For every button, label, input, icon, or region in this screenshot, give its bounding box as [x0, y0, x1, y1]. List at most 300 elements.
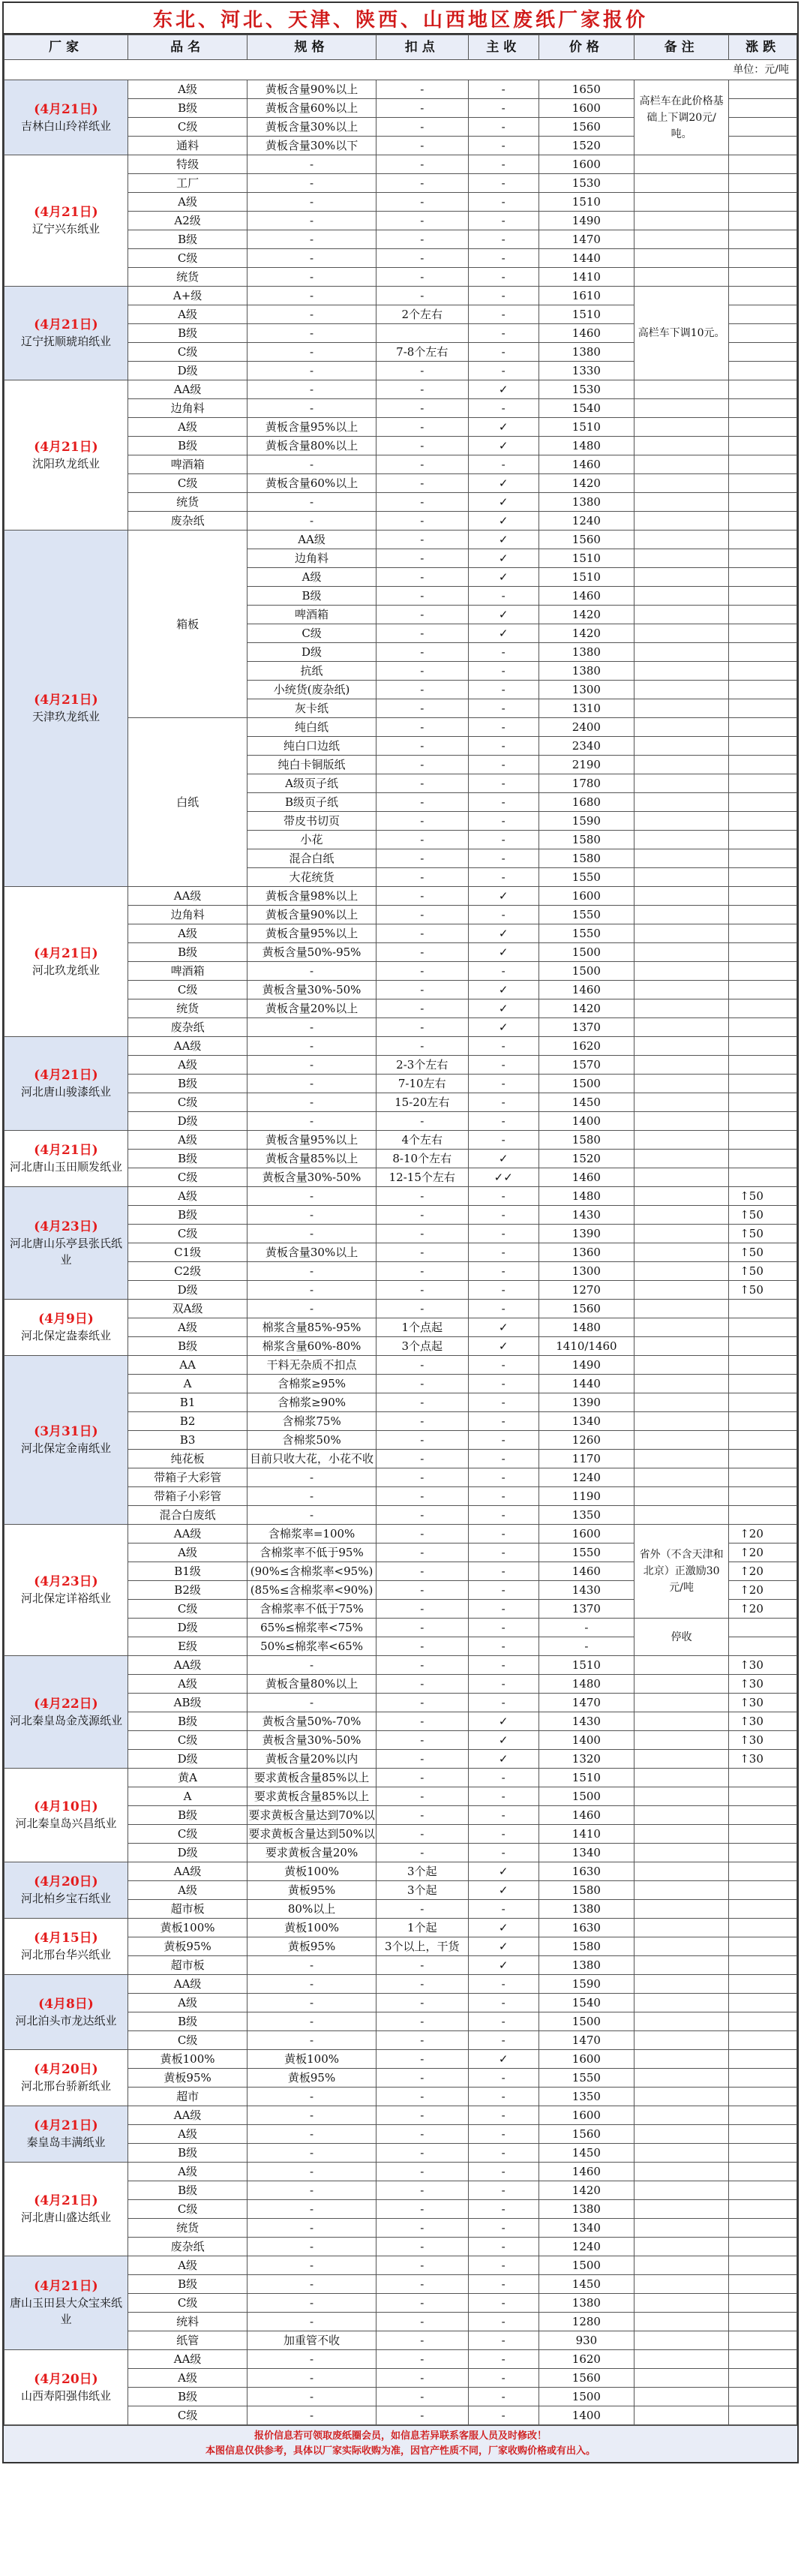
change-cell: ↑20 — [729, 1600, 797, 1619]
spec-cell: - — [248, 230, 376, 249]
grade-cell: B级 — [128, 324, 247, 343]
company-name: 河北保定盎泰纸业 — [20, 1329, 111, 1342]
spec-cell: 干料无杂质不扣点 — [248, 1356, 376, 1375]
deduction-cell: - — [376, 1994, 468, 2012]
company-date: (4月21日) — [34, 1068, 98, 1083]
grade-cell: A级 — [248, 568, 376, 587]
deduction-cell: - — [376, 1468, 468, 1487]
company-date: (4月22日) — [34, 1696, 98, 1712]
main-cell: - — [468, 681, 538, 699]
grade-cell: B1 — [128, 1393, 247, 1412]
deduction-cell: - — [376, 1412, 468, 1431]
deduction-cell: - — [376, 80, 468, 99]
spec-cell: - — [248, 1206, 376, 1225]
spec-cell: - — [248, 1487, 376, 1506]
company-date: (4月21日) — [34, 2193, 98, 2208]
col-header: 扣点 — [376, 35, 468, 60]
grade-cell: AA级 — [128, 2106, 247, 2125]
grade-cell: AA级 — [128, 380, 247, 399]
change-cell — [729, 1506, 797, 1525]
deduction-cell: 3个以上，干货 — [376, 1937, 468, 1956]
main-cell: - — [468, 962, 538, 981]
change-cell — [729, 981, 797, 999]
deduction-cell: - — [376, 1225, 468, 1243]
main-cell: ✓ — [468, 1712, 538, 1731]
change-cell — [729, 174, 797, 193]
grade-cell: A级 — [128, 2163, 247, 2181]
main-cell: ✓✓ — [468, 1168, 538, 1187]
table-row — [4, 1525, 797, 1543]
price-cell: 1320 — [538, 1750, 634, 1769]
price-cell: 1460 — [538, 1168, 634, 1187]
grade-cell: 统货 — [128, 2219, 247, 2238]
main-cell: - — [468, 287, 538, 305]
price-cell: 1540 — [538, 399, 634, 418]
grade-cell: 统货 — [128, 999, 247, 1018]
price-cell: 1510 — [538, 568, 634, 587]
main-cell: ✓ — [468, 418, 538, 437]
company-cell — [4, 1919, 128, 1975]
price-cell: 1380 — [538, 1956, 634, 1975]
price-cell: 2340 — [538, 737, 634, 756]
company-name: 河北柏乡宝石纸业 — [20, 1892, 111, 1905]
grade-cell: 废杂纸 — [128, 2238, 247, 2256]
change-cell — [729, 1412, 797, 1431]
grade-cell: 特级 — [128, 155, 247, 174]
spec-cell: 黄板含量90%以上 — [248, 906, 376, 924]
deduction-cell: - — [376, 1637, 468, 1656]
deduction-cell: - — [376, 587, 468, 606]
change-cell — [729, 624, 797, 643]
spec-cell: 黄板含量60%以上 — [248, 474, 376, 493]
deduction-cell: - — [376, 2163, 468, 2181]
note-cell — [634, 2088, 729, 2106]
spec-cell: - — [248, 1037, 376, 1056]
main-cell: - — [468, 1393, 538, 1412]
grade-cell: 混合白废纸 — [128, 1506, 247, 1525]
note-cell — [634, 681, 729, 699]
grade-cell: D级 — [128, 1750, 247, 1769]
spec-cell: 目前只收大花，小花不收 — [248, 1450, 376, 1468]
deduction-cell: - — [376, 380, 468, 399]
spec-cell: - — [248, 1994, 376, 2012]
spec-cell: 含棉浆率=100% — [248, 1525, 376, 1543]
table-row — [4, 531, 797, 549]
table-row — [4, 2050, 797, 2069]
grade-cell: 大花统货 — [248, 868, 376, 887]
note-cell — [634, 887, 729, 906]
change-cell: ↑50 — [729, 1281, 797, 1300]
price-cell: 1510 — [538, 1656, 634, 1675]
main-cell: - — [468, 2088, 538, 2106]
company-name: 河北泊头市龙达纸业 — [15, 2013, 117, 2027]
main-cell: - — [468, 1450, 538, 1468]
change-cell — [729, 2238, 797, 2256]
price-cell: 930 — [538, 2331, 634, 2350]
deduction-cell: - — [376, 793, 468, 812]
change-cell — [729, 1806, 797, 1825]
price-cell: 1600 — [538, 1525, 634, 1543]
price-cell: 1330 — [538, 362, 634, 380]
spec-cell: - — [248, 512, 376, 531]
price-cell: 1170 — [538, 1450, 634, 1468]
main-cell: - — [468, 774, 538, 793]
change-cell — [729, 1825, 797, 1844]
main-cell: - — [468, 1656, 538, 1675]
main-cell: ✓ — [468, 380, 538, 399]
note-cell — [634, 1468, 729, 1487]
main-cell: ✓ — [468, 437, 538, 455]
grade-cell: C级 — [128, 2200, 247, 2219]
grade-cell: D级 — [248, 643, 376, 662]
deduction-cell: 7-8个左右 — [376, 343, 468, 362]
spec-cell: 50%≤棉浆率<65% — [248, 1637, 376, 1656]
price-cell: 1380 — [538, 493, 634, 512]
spec-cell: - — [248, 305, 376, 324]
note-cell — [634, 212, 729, 230]
price-cell: 1350 — [538, 1506, 634, 1525]
note-cell — [634, 268, 729, 287]
main-cell: ✓ — [468, 1862, 538, 1881]
note-cell — [634, 1262, 729, 1281]
note-cell — [634, 399, 729, 418]
grade-cell: B级 — [128, 2388, 247, 2406]
change-cell — [729, 1093, 797, 1112]
note-cell — [634, 1243, 729, 1262]
price-cell: 1560 — [538, 1300, 634, 1318]
main-cell: - — [468, 718, 538, 737]
spec-cell: - — [248, 2294, 376, 2313]
price-cell: 1540 — [538, 1994, 634, 2012]
note-cell — [634, 1112, 729, 1131]
deduction-cell: - — [376, 1656, 468, 1675]
grade-cell: A级 — [128, 2369, 247, 2388]
price-cell: 1480 — [538, 1675, 634, 1694]
note-cell — [634, 2031, 729, 2050]
main-cell: - — [468, 2069, 538, 2088]
price-sheet — [2, 2, 799, 2463]
spec-cell: - — [248, 1018, 376, 1037]
main-cell: - — [468, 80, 538, 99]
spec-cell: 要求黄板含量20% — [248, 1844, 376, 1862]
change-cell: ↑20 — [729, 1543, 797, 1562]
deduction-cell: 3个起 — [376, 1881, 468, 1900]
deduction-cell: - — [376, 99, 468, 118]
note-cell — [634, 2388, 729, 2406]
note-cell — [634, 1919, 729, 1937]
spec-cell: 黄板含量95%以上 — [248, 1131, 376, 1150]
main-cell: ✓ — [468, 1937, 538, 1956]
deduction-cell: - — [376, 493, 468, 512]
spec-cell: 黄板含量60%以上 — [248, 99, 376, 118]
change-cell: ↑20 — [729, 1525, 797, 1543]
spec-cell: 黄板含量30%以上 — [248, 1243, 376, 1262]
main-cell: - — [468, 1619, 538, 1637]
change-cell — [729, 230, 797, 249]
spec-cell: (85%≤含棉浆率<90%) — [248, 1581, 376, 1600]
grade-cell: 边角料 — [128, 906, 247, 924]
note-cell — [634, 1150, 729, 1168]
change-cell — [729, 1393, 797, 1412]
change-cell — [729, 1900, 797, 1919]
deduction-cell: - — [376, 849, 468, 868]
main-cell: - — [468, 399, 538, 418]
price-cell: 1550 — [538, 2069, 634, 2088]
deduction-cell: - — [376, 1375, 468, 1393]
main-cell: - — [468, 2125, 538, 2144]
main-cell: - — [468, 662, 538, 681]
main-cell: - — [468, 1525, 538, 1543]
price-cell: 1430 — [538, 1206, 634, 1225]
main-cell: - — [468, 1637, 538, 1656]
grade-cell: C1级 — [128, 1243, 247, 1262]
price-cell: 1380 — [538, 343, 634, 362]
grade-cell: AA — [128, 1356, 247, 1375]
grade-cell: A级 — [128, 1131, 247, 1150]
note-cell — [634, 718, 729, 737]
spec-cell: - — [248, 193, 376, 212]
spec-cell: - — [248, 1300, 376, 1318]
company-cell — [4, 380, 128, 531]
spec-cell: 要求黄板含量85%以上 — [248, 1769, 376, 1787]
grade-cell: AA级 — [128, 2350, 247, 2369]
price-cell: 1380 — [538, 2200, 634, 2219]
main-cell: ✓ — [468, 624, 538, 643]
price-cell: 2400 — [538, 718, 634, 737]
main-cell: - — [468, 2163, 538, 2181]
company-date: (4月23日) — [34, 1219, 98, 1234]
price-cell: 1560 — [538, 2369, 634, 2388]
deduction-cell: - — [376, 2350, 468, 2369]
company-name: 河北保定详裕纸业 — [20, 1592, 111, 1605]
company-name: 河北保定金南纸业 — [20, 1441, 111, 1455]
company-cell — [4, 1975, 128, 2050]
change-cell — [729, 2369, 797, 2388]
deduction-cell: 2个左右 — [376, 305, 468, 324]
price-cell: 1480 — [538, 1318, 634, 1337]
note-cell — [634, 1862, 729, 1881]
grade-cell: B级页子纸 — [248, 793, 376, 812]
note-cell — [634, 1806, 729, 1825]
change-cell — [729, 2181, 797, 2200]
main-cell: - — [468, 1806, 538, 1825]
spec-cell: - — [248, 362, 376, 380]
grade-cell: A级 — [128, 2125, 247, 2144]
change-cell — [729, 155, 797, 174]
change-cell — [729, 1994, 797, 2012]
change-cell — [729, 1881, 797, 1900]
price-cell: 1600 — [538, 155, 634, 174]
main-cell: ✓ — [468, 1150, 538, 1168]
main-cell: - — [468, 2350, 538, 2369]
grade-cell: B级 — [128, 2144, 247, 2163]
change-cell — [729, 718, 797, 737]
change-cell — [729, 80, 797, 99]
grade-cell: C级 — [128, 1825, 247, 1844]
header-row — [4, 35, 797, 60]
deduction-cell: - — [376, 1806, 468, 1825]
company-date: (4月21日) — [34, 317, 98, 332]
change-cell — [729, 1168, 797, 1187]
change-cell — [729, 549, 797, 568]
note-cell — [634, 1056, 729, 1075]
main-cell: - — [468, 1694, 538, 1712]
price-cell: 1460 — [538, 455, 634, 474]
grade-cell: C级 — [128, 1225, 247, 1243]
price-cell: 1570 — [538, 1056, 634, 1075]
main-cell: ✓ — [468, 493, 538, 512]
deduction-cell: - — [376, 268, 468, 287]
price-cell: 1380 — [538, 662, 634, 681]
price-table-body — [4, 80, 797, 2425]
grade-cell: C级 — [128, 249, 247, 268]
grade-cell: C级 — [128, 474, 247, 493]
deduction-cell: - — [376, 1037, 468, 1056]
grade-cell: 统货 — [128, 493, 247, 512]
main-cell: ✓ — [468, 1018, 538, 1037]
price-cell: 1450 — [538, 1093, 634, 1112]
spec-cell: 黄板含量30%以上 — [248, 118, 376, 137]
spec-cell: 黄板100% — [248, 2050, 376, 2069]
price-cell: 1550 — [538, 868, 634, 887]
price-cell: 1420 — [538, 999, 634, 1018]
change-cell — [729, 437, 797, 455]
main-cell: - — [468, 737, 538, 756]
main-cell: ✓ — [468, 2050, 538, 2069]
note-cell — [634, 193, 729, 212]
main-cell: - — [468, 1075, 538, 1093]
note-cell — [634, 1131, 729, 1150]
note-cell — [634, 155, 729, 174]
grade-cell: 纸管 — [128, 2331, 247, 2350]
main-cell: - — [468, 1487, 538, 1506]
change-cell — [729, 362, 797, 380]
grade-cell: B级 — [128, 2181, 247, 2200]
change-cell — [729, 1637, 797, 1656]
note-cell — [634, 1994, 729, 2012]
col-header: 备注 — [634, 35, 729, 60]
change-cell — [729, 2200, 797, 2219]
note-cell — [634, 174, 729, 193]
change-cell — [729, 643, 797, 662]
grade-cell: B1级 — [128, 1562, 247, 1581]
company-cell — [4, 1862, 128, 1919]
deduction-cell: - — [376, 2388, 468, 2406]
price-cell: 1510 — [538, 549, 634, 568]
price-cell: 1340 — [538, 1844, 634, 1862]
main-cell: - — [468, 1093, 538, 1112]
deduction-cell: - — [376, 1300, 468, 1318]
deduction-cell: - — [376, 1431, 468, 1450]
grade-cell: 黄A — [128, 1769, 247, 1787]
price-cell: 1650 — [538, 80, 634, 99]
grade-cell: 超市 — [128, 2088, 247, 2106]
main-cell: - — [468, 1243, 538, 1262]
price-cell: 1400 — [538, 1112, 634, 1131]
change-cell — [729, 2388, 797, 2406]
company-cell — [4, 1037, 128, 1131]
price-cell: 1420 — [538, 474, 634, 493]
price-cell: 1780 — [538, 774, 634, 793]
note-cell — [634, 2369, 729, 2388]
price-cell: 1500 — [538, 2012, 634, 2031]
spec-cell: - — [248, 2388, 376, 2406]
price-cell: 1520 — [538, 1150, 634, 1168]
table-row — [4, 1862, 797, 1881]
price-cell: 1270 — [538, 1281, 634, 1300]
change-cell — [729, 2069, 797, 2088]
spec-cell: - — [248, 1187, 376, 1206]
main-cell: ✓ — [468, 568, 538, 587]
main-cell: - — [468, 2331, 538, 2350]
change-cell — [729, 2331, 797, 2350]
grade-cell: 小统货(废杂纸) — [248, 681, 376, 699]
table-row — [4, 2163, 797, 2181]
note-cell — [634, 568, 729, 587]
deduction-cell: - — [376, 193, 468, 212]
company-date: (4月20日) — [34, 2371, 98, 2387]
note-cell — [634, 1487, 729, 1506]
deduction-cell: - — [376, 455, 468, 474]
change-cell — [729, 662, 797, 681]
price-cell: 1550 — [538, 906, 634, 924]
deduction-cell: - — [376, 1769, 468, 1787]
deduction-cell: - — [376, 737, 468, 756]
deduction-cell: - — [376, 2369, 468, 2388]
company-cell — [4, 1300, 128, 1356]
price-cell: 1530 — [538, 380, 634, 399]
change-cell — [729, 2050, 797, 2069]
note-cell — [634, 1787, 729, 1806]
grade-cell: B级 — [128, 1337, 247, 1356]
note-cell — [634, 1506, 729, 1525]
grade-cell: A级页子纸 — [248, 774, 376, 793]
note-cell — [634, 606, 729, 624]
change-cell: ↑30 — [729, 1675, 797, 1694]
change-cell — [729, 118, 797, 137]
deduction-cell: - — [376, 1750, 468, 1769]
change-cell — [729, 1956, 797, 1975]
note-cell — [634, 1318, 729, 1337]
deduction-cell: 1个点起 — [376, 1318, 468, 1337]
change-cell: ↑30 — [729, 1712, 797, 1731]
note-cell — [634, 437, 729, 455]
table-row — [4, 1300, 797, 1318]
deduction-cell: - — [376, 962, 468, 981]
note-cell — [634, 1731, 729, 1750]
grade-cell: AA级 — [128, 1525, 247, 1543]
company-cell — [4, 2163, 128, 2256]
grade-cell: 双A级 — [128, 1300, 247, 1318]
price-cell: 1340 — [538, 2219, 634, 2238]
spec-cell: - — [248, 2106, 376, 2125]
deduction-cell: - — [376, 2012, 468, 2031]
price-cell: 1470 — [538, 2031, 634, 2050]
main-cell: - — [468, 1506, 538, 1525]
company-date: (4月21日) — [34, 205, 98, 220]
col-header: 品名 — [128, 35, 247, 60]
deduction-cell: - — [376, 2331, 468, 2350]
change-cell — [729, 287, 797, 305]
company-cell — [4, 1525, 128, 1656]
deduction-cell: - — [376, 287, 468, 305]
table-row — [4, 1975, 797, 1994]
grade-cell: AB级 — [128, 1694, 247, 1712]
price-cell: 1560 — [538, 118, 634, 137]
grade-cell: 边角料 — [248, 549, 376, 568]
table-row — [4, 2350, 797, 2369]
deduction-cell: - — [376, 2406, 468, 2425]
